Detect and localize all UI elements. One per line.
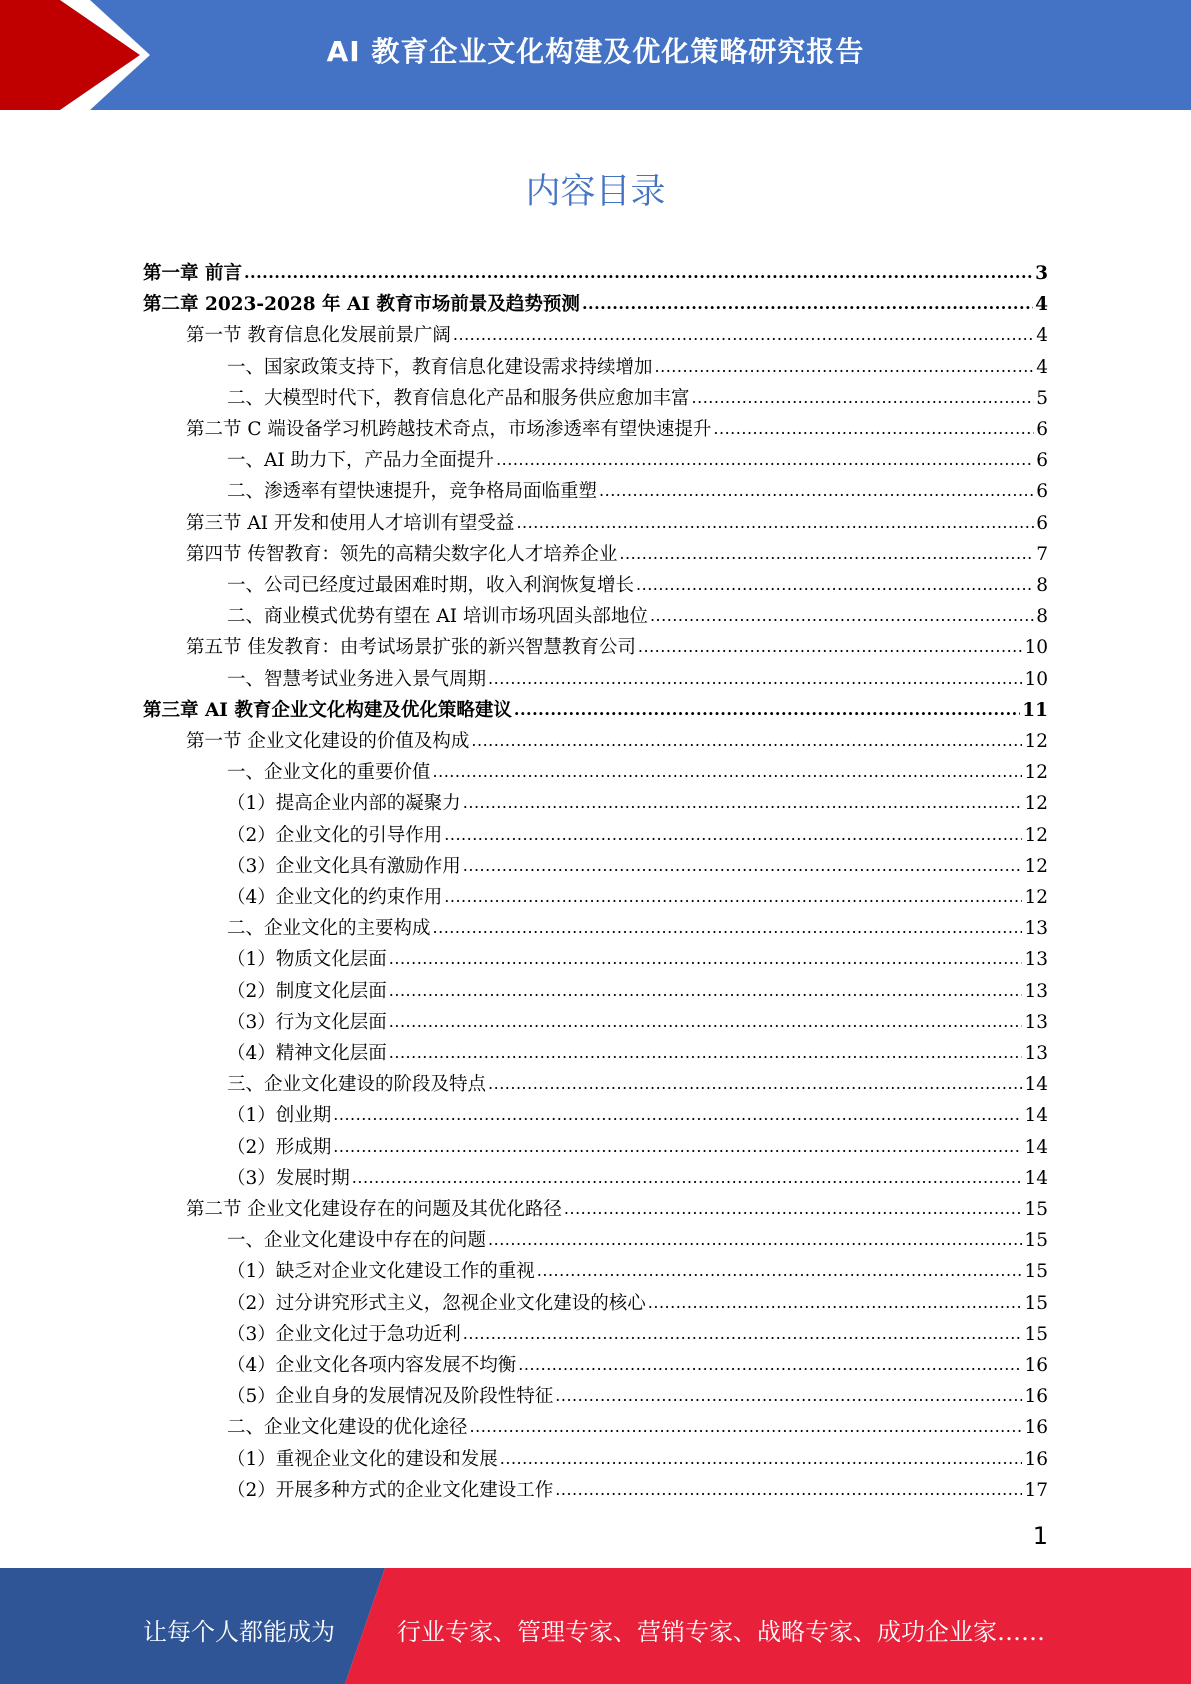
- toc-entry-page: 15: [1024, 1292, 1048, 1314]
- toc-entry-page: 12: [1024, 731, 1048, 752]
- toc-entry-page: 13: [1024, 918, 1048, 940]
- toc-entry-page: 12: [1024, 887, 1048, 908]
- toc-entry-page: 10: [1024, 637, 1048, 659]
- toc-entry-title: 二、渗透率有望快速提升，竞争格局面临重塑: [227, 481, 598, 503]
- toc-entry-title: （1）提高企业内部的凝聚力: [227, 793, 461, 815]
- toc-dot-leader: [333, 1105, 1022, 1127]
- toc-entry[interactable]: [227, 847, 1048, 878]
- toc-entry-page: 4: [1035, 294, 1048, 316]
- footer-slogan-right: 行业专家、管理专家、营销专家、战略专家、成功企业家……: [397, 1618, 1045, 1646]
- toc-entry[interactable]: [227, 379, 1048, 410]
- toc-dot-leader: [244, 263, 1033, 285]
- toc-entry[interactable]: [227, 441, 1048, 472]
- toc-dot-leader: [463, 793, 1023, 815]
- toc-entry[interactable]: [227, 1315, 1048, 1346]
- toc-entry-title: （1）缺乏对企业文化建设工作的重视: [227, 1261, 535, 1283]
- footer-slogan-left: 让每个人都能成为: [143, 1618, 335, 1646]
- toc-entry-page: 13: [1024, 1043, 1048, 1064]
- toc-entry-title: （3）企业文化过于急功近利: [227, 1323, 461, 1345]
- toc-dot-leader: [514, 700, 1020, 722]
- toc-entry[interactable]: [227, 348, 1048, 379]
- toc-entry-title: 二、商业模式优势有望在 AI 培训市场巩固头部地位: [227, 606, 648, 628]
- toc-entry[interactable]: [186, 535, 1048, 566]
- toc-entry[interactable]: [143, 254, 1048, 285]
- toc-entry[interactable]: [227, 972, 1048, 1003]
- toc-dot-leader: [636, 575, 1034, 597]
- toc-entry[interactable]: [186, 504, 1048, 535]
- toc-dot-leader: [389, 1043, 1023, 1065]
- toc-entry-title: （2）开展多种方式的企业文化建设工作: [227, 1479, 554, 1501]
- toc-entry[interactable]: [186, 316, 1048, 347]
- toc-dot-leader: [638, 637, 1023, 659]
- toc-entry-page: 3: [1035, 263, 1048, 284]
- toc-dot-leader: [564, 1199, 1023, 1221]
- toc-dot-leader: [463, 856, 1023, 878]
- toc-entry-title: （1）物质文化层面: [227, 949, 387, 971]
- toc-entry-page: 10: [1024, 668, 1048, 690]
- toc-entry-title: （3）行为文化层面: [227, 1011, 387, 1033]
- toc-dot-leader: [433, 918, 1023, 940]
- toc-entry-title: （5）企业自身的发展情况及阶段性特征: [227, 1386, 554, 1408]
- toc-entry-page: 12: [1024, 855, 1048, 877]
- toc-dot-leader: [537, 1261, 1023, 1283]
- toc-entry-title: 第二章 2023-2028 年 AI 教育市场前景及趋势预测: [143, 294, 580, 316]
- toc-entry-title: （2）形成期: [227, 1136, 332, 1158]
- toc-dot-leader: [500, 1449, 1023, 1471]
- toc-entry-title: 二、企业文化建设的优化途径: [227, 1417, 468, 1439]
- toc-dot-leader: [463, 1324, 1023, 1346]
- toc-entry-title: 一、AI 助力下，产品力全面提升: [227, 450, 495, 472]
- toc-entry-title: （1）创业期: [227, 1105, 332, 1127]
- toc-entry-page: 16: [1024, 1448, 1048, 1470]
- toc-entry-page: 14: [1024, 1136, 1048, 1158]
- toc-entry-page: 6: [1036, 481, 1048, 503]
- toc-entry[interactable]: [227, 1377, 1048, 1408]
- toc-dot-leader: [470, 1417, 1023, 1439]
- toc-dot-leader: [518, 1355, 1022, 1377]
- toc-entry[interactable]: [227, 1128, 1048, 1159]
- toc-entry-title: 二、大模型时代下，教育信息化产品和服务供应愈加丰富: [227, 387, 690, 409]
- toc-entry-title: （2）过分讲究形式主义，忽视企业文化建设的核心: [227, 1292, 646, 1314]
- toc-dot-leader: [582, 294, 1033, 316]
- toc-entry-page: 17: [1024, 1479, 1048, 1501]
- toc-entry-title: （4）精神文化层面: [227, 1043, 387, 1064]
- toc-dot-leader: [599, 481, 1034, 503]
- toc-entry[interactable]: [227, 1003, 1048, 1034]
- toc-entry-title: （2）制度文化层面: [227, 980, 387, 1002]
- toc-entry[interactable]: [227, 1252, 1048, 1283]
- toc-dot-leader: [471, 731, 1022, 753]
- report-title: AI 教育企业文化构建及优化策略研究报告: [326, 35, 865, 68]
- toc-entry-title: 第二节 C 端设备学习机跨越技术奇点，市场渗透率有望快速提升: [186, 419, 712, 440]
- toc-dot-leader: [488, 1230, 1022, 1252]
- toc-entry-title: （3）发展时期: [227, 1167, 350, 1189]
- toc-entry-page: 6: [1036, 419, 1048, 440]
- toc-dot-leader: [619, 544, 1034, 566]
- toc-dot-leader: [488, 669, 1022, 691]
- toc-entry[interactable]: [227, 1065, 1048, 1096]
- toc-entry-page: 6: [1036, 450, 1048, 472]
- toc-entry[interactable]: [186, 410, 1048, 441]
- toc-entry-title: （3）企业文化具有激励作用: [227, 855, 461, 877]
- toc-entry[interactable]: [227, 597, 1048, 628]
- toc-dot-leader: [713, 419, 1034, 441]
- toc-entry-page: 7: [1036, 543, 1048, 565]
- toc-dot-leader: [648, 1293, 1023, 1315]
- toc-entry[interactable]: [227, 1096, 1048, 1127]
- toc-entry-title: 一、智慧考试业务进入景气周期: [227, 668, 487, 690]
- toc-entry-title: 二、企业文化的主要构成: [227, 918, 431, 940]
- toc-entry-page: 16: [1024, 1386, 1048, 1408]
- toc-entry-title: （4）企业文化各项内容发展不均衡: [227, 1355, 517, 1376]
- toc-entry-title: 第一章 前言: [143, 263, 242, 284]
- toc-entry[interactable]: [227, 940, 1048, 971]
- toc-dot-leader: [352, 1168, 1023, 1190]
- toc-dot-leader: [444, 887, 1022, 909]
- toc-entry[interactable]: [186, 722, 1048, 753]
- toc-entry[interactable]: [227, 878, 1048, 909]
- toc-entry-title: （1）重视企业文化的建设和发展: [227, 1448, 498, 1470]
- toc-entry-page: 15: [1024, 1261, 1048, 1283]
- toc-entry-title: （2）企业文化的引导作用: [227, 824, 443, 846]
- toc-dot-leader: [389, 981, 1023, 1003]
- toc-entry-page: 8: [1036, 575, 1048, 596]
- toc-entry-page: 14: [1024, 1167, 1048, 1189]
- toc-entry-page: 12: [1024, 762, 1048, 784]
- toc-entry-page: 13: [1024, 949, 1048, 971]
- toc-entry-page: 16: [1024, 1355, 1048, 1376]
- toc-entry[interactable]: [227, 1221, 1048, 1252]
- toc-entry-title: 三、企业文化建设的阶段及特点: [227, 1074, 487, 1096]
- toc-entry-page: 12: [1024, 824, 1048, 846]
- toc-dot-leader: [333, 1137, 1022, 1159]
- page-number: 1: [1032, 1522, 1048, 1550]
- toc-entry-title: 一、公司已经度过最困难时期，收入利润恢复增长: [227, 575, 635, 596]
- toc-entry-page: 4: [1036, 325, 1048, 347]
- toc-dot-leader: [555, 1480, 1022, 1502]
- toc-entry-title: 一、国家政策支持下，教育信息化建设需求持续增加: [227, 356, 653, 378]
- toc-entry[interactable]: [227, 1408, 1048, 1439]
- toc-dot-leader: [433, 762, 1023, 784]
- footer-banner: [0, 1568, 1191, 1684]
- toc-heading: 内容目录: [525, 172, 666, 212]
- toc-entry-page: 15: [1024, 1199, 1048, 1220]
- toc-entry-title: （4）企业文化的约束作用: [227, 887, 443, 908]
- toc-entry-title: 一、企业文化建设中存在的问题: [227, 1230, 487, 1252]
- toc-entry-title: 第二节 企业文化建设存在的问题及其优化路径: [186, 1199, 562, 1220]
- toc-entry[interactable]: [186, 1190, 1048, 1221]
- toc-entry[interactable]: [227, 1284, 1048, 1315]
- toc-entry-title: 第三章 AI 教育企业文化构建及优化策略建议: [143, 699, 512, 721]
- toc-dot-leader: [650, 606, 1034, 628]
- toc-entry[interactable]: [227, 753, 1048, 784]
- toc-entry-title: 第一节 企业文化建设的价值及构成: [186, 731, 470, 752]
- toc-entry-page: 16: [1024, 1417, 1048, 1439]
- toc-entry[interactable]: [227, 816, 1048, 847]
- toc-entry-page: 13: [1024, 980, 1048, 1002]
- toc-dot-leader: [692, 388, 1035, 410]
- toc-entry[interactable]: [186, 628, 1048, 659]
- toc-entry-page: 13: [1024, 1011, 1048, 1033]
- toc-entry[interactable]: [227, 1346, 1048, 1377]
- toc-entry[interactable]: [227, 1034, 1048, 1065]
- toc-entry-page: 15: [1024, 1323, 1048, 1345]
- toc-dot-leader: [444, 825, 1022, 847]
- toc-entry[interactable]: [227, 660, 1048, 691]
- toc-entry-page: 14: [1024, 1105, 1048, 1127]
- toc-entry-page: 12: [1024, 793, 1048, 815]
- toc-dot-leader: [516, 513, 1034, 535]
- toc-entry[interactable]: [227, 1159, 1048, 1190]
- toc-dot-leader: [496, 450, 1034, 472]
- toc-entry-page: 4: [1036, 356, 1048, 378]
- toc-dot-leader: [555, 1386, 1022, 1408]
- toc-dot-leader: [488, 1074, 1022, 1096]
- toc-entry-page: 5: [1036, 387, 1048, 409]
- toc-entry[interactable]: [227, 909, 1048, 940]
- toc-dot-leader: [655, 357, 1035, 379]
- toc-entry[interactable]: [227, 1471, 1048, 1502]
- toc-entry[interactable]: [227, 566, 1048, 597]
- toc-dot-leader: [389, 1012, 1023, 1034]
- toc-entry[interactable]: [227, 1440, 1048, 1471]
- toc-entry-page: 8: [1036, 606, 1048, 628]
- toc-entry-title: 一、企业文化的重要价值: [227, 762, 431, 784]
- toc-entry-page: 14: [1024, 1074, 1048, 1096]
- toc-entry[interactable]: [143, 285, 1048, 316]
- toc-entry-title: 第四节 传智教育：领先的高精尖数字化人才培养企业: [186, 543, 618, 565]
- toc-entry[interactable]: [227, 784, 1048, 815]
- toc-entry[interactable]: [227, 472, 1048, 503]
- toc-dot-leader: [389, 949, 1023, 971]
- toc-entry-page: 6: [1036, 512, 1048, 534]
- toc-entry[interactable]: [143, 691, 1048, 722]
- toc-dot-leader: [453, 325, 1034, 347]
- toc-entry-title: 第一节 教育信息化发展前景广阔: [186, 325, 451, 347]
- toc-entry-page: 11: [1022, 699, 1048, 721]
- toc-entry-title: 第三节 AI 开发和使用人才培训有望受益: [186, 512, 515, 534]
- toc-entry-title: 第五节 佳发教育：由考试场景扩张的新兴智慧教育公司: [186, 637, 636, 659]
- toc-entry-page: 15: [1024, 1230, 1048, 1252]
- header-banner: [0, 0, 1191, 110]
